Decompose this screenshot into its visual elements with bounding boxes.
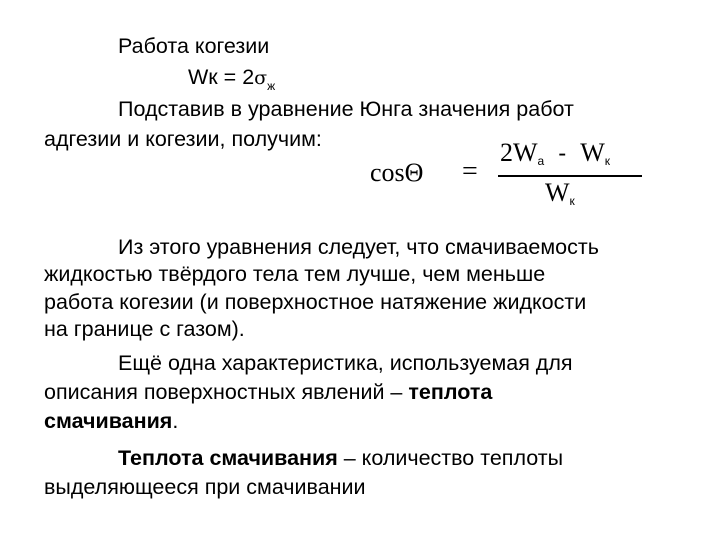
para3-line-1: Ещё одна характеристика, используемая для [118,351,573,375]
formula-minus: - [558,140,567,167]
para4-line-1-rest: – количество теплоты [337,446,564,470]
formula-denominator [545,178,575,208]
para3-line-2 [44,377,492,407]
para2-line-1: Из этого уравнения следует, что смачиваемость [118,235,599,259]
formula-2wa: 2W [500,138,538,167]
formula-den-w: W [545,178,570,207]
wk-lhs: Wк = 2 [188,65,255,89]
formula-den-sub-k: к [569,194,575,208]
sigma-subscript: ж [267,79,276,93]
young-formula [370,138,650,218]
para4-line-2: выделяющееся при смачивании [44,475,366,499]
formula-numerator [500,138,610,168]
intro-line-1: Подставив в уравнение Юнга значения работ [118,97,574,121]
term-heat-part2: смачивания [44,409,173,433]
para3-line-2-text: описания поверхностных явлений – [44,380,409,404]
para2-line-3: работа когезии (и поверхностное натяжение жидкости [44,290,587,314]
para3-line-3 [44,406,178,436]
para4-line-1 [118,443,563,473]
para3-period: . [172,409,179,433]
formula-sub-a: а [537,154,545,168]
intro-line-2: адгезии и когезии, получим: [44,127,322,151]
formula-cos-theta: cosΘ [370,158,424,187]
para2-line-2: жидкостью твёрдого тела тем лучше, чем меньше [44,262,546,286]
formula-sub-k: к [604,154,611,168]
sigma-symbol: σ [254,67,268,89]
formula-wk: W [580,138,605,167]
term-heat-part1: теплота [408,380,493,404]
term-heat-of-wetting: Теплота смачивания [118,446,338,470]
fraction-bar [498,175,642,177]
para2-line-4: на границе с газом). [44,317,245,341]
heading: Работа когезии [118,34,270,58]
formula-equals: = [462,156,478,187]
wk-formula [188,62,275,95]
